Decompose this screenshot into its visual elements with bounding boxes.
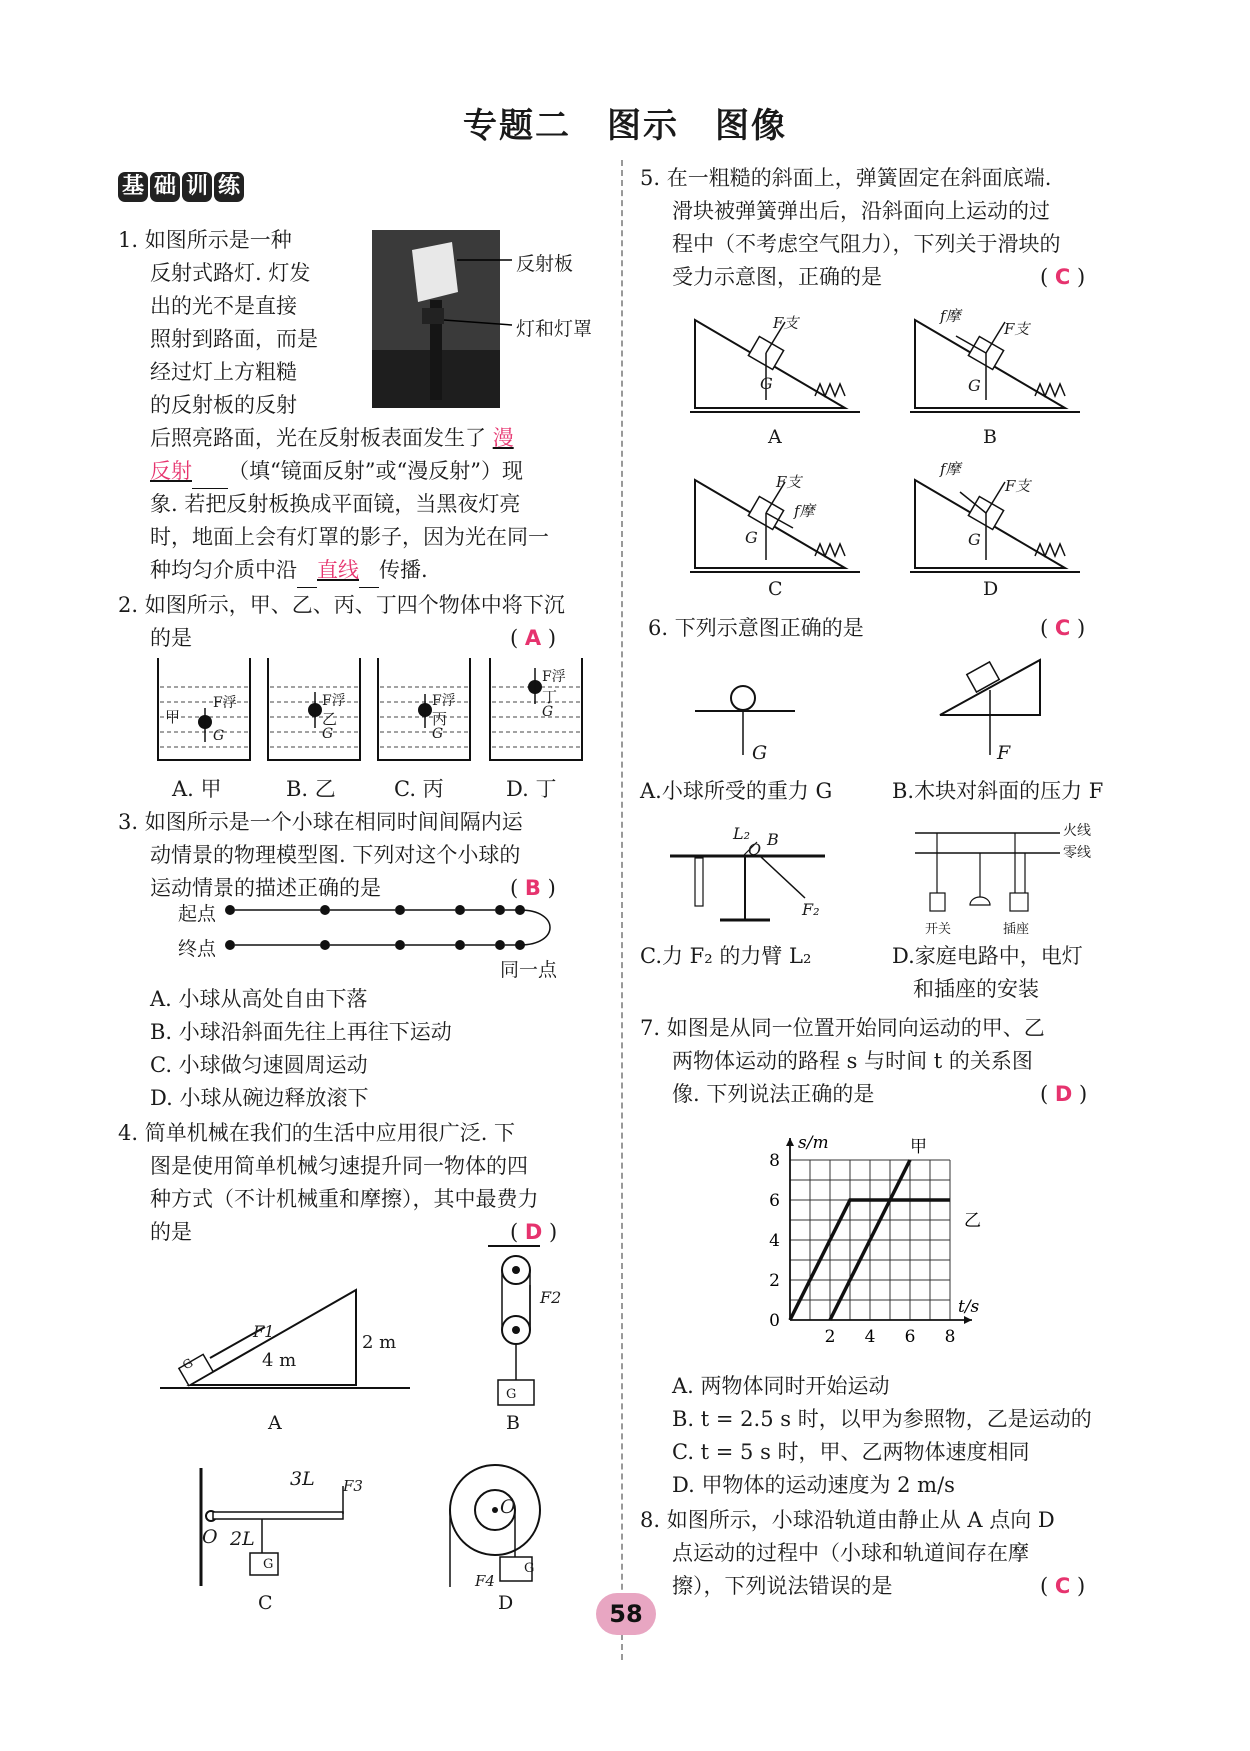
q7-option: B. t = 2.5 s 时，以甲为参照物，乙是运动的 bbox=[672, 1407, 1092, 1431]
weight-label: G bbox=[263, 1557, 274, 1572]
length-4m: 4 m bbox=[262, 1350, 297, 1371]
badge-char: 训 bbox=[182, 172, 212, 202]
series-label: 乙 bbox=[964, 1211, 981, 1231]
label-start: 起点 bbox=[178, 903, 217, 925]
q1-line: 后照亮路面，光在反射板表面发生了 漫 bbox=[150, 426, 514, 450]
weight-label: G bbox=[506, 1387, 517, 1402]
label-end: 终点 bbox=[178, 938, 217, 960]
force-label: F浮 bbox=[322, 693, 346, 709]
q4-answer-bracket: ( D ) bbox=[510, 1220, 558, 1244]
q8-line: 擦），下列说法错误的是 bbox=[672, 1574, 893, 1598]
q3-line: 动情景的物理模型图. 下列对这个小球的 bbox=[150, 843, 521, 867]
q3-answer: B bbox=[524, 876, 541, 900]
force-pressure: F bbox=[997, 742, 1011, 764]
x-axis-label: t/s bbox=[958, 1297, 980, 1317]
y-tick-label: 8 bbox=[769, 1151, 780, 1171]
force-support: F支 bbox=[1005, 477, 1031, 495]
label-socket: 插座 bbox=[1003, 922, 1030, 937]
q4-answer: D bbox=[524, 1220, 543, 1244]
q7-option: D. 甲物体的运动速度为 2 m/s bbox=[672, 1473, 955, 1497]
q3-option: D. 小球从碗边释放滚下 bbox=[150, 1086, 369, 1110]
length-2l: 2L bbox=[230, 1528, 255, 1550]
force-label: G bbox=[213, 728, 225, 744]
q1-line: 种均匀介质中沿 直线 传播. bbox=[150, 554, 428, 588]
q3-option: C. 小球做匀速圆周运动 bbox=[150, 1053, 368, 1077]
q1-answer-1a: 漫 bbox=[492, 426, 514, 450]
label-live-wire: 火线 bbox=[1063, 823, 1091, 839]
force-gravity: G bbox=[968, 376, 981, 395]
label-l2: L₂ bbox=[733, 824, 751, 843]
center-o: O bbox=[500, 1496, 516, 1518]
q6-option-a: A.小球所受的重力 G bbox=[640, 779, 833, 803]
force-label: G bbox=[542, 704, 554, 720]
x-tick-label: 2 bbox=[824, 1327, 836, 1347]
q7-answer: D bbox=[1054, 1082, 1073, 1106]
q3-line: 3. 如图所示是一个小球在相同时间间隔内运 bbox=[118, 810, 523, 834]
q8-answer-bracket: ( C ) bbox=[1040, 1574, 1086, 1598]
q1-line: 时，地面上会有灯罩的影子，因为光在同一 bbox=[150, 525, 549, 549]
q4-line: 图是使用简单机械匀速提升同一物体的四 bbox=[150, 1154, 528, 1178]
force-gravity: G bbox=[752, 742, 768, 764]
badge-char: 础 bbox=[150, 172, 180, 202]
q1-line: 1. 如图所示是一种 bbox=[118, 228, 292, 252]
q3-option: B. 小球沿斜面先往上再往下运动 bbox=[150, 1020, 452, 1044]
x-tick-label: 8 bbox=[944, 1327, 956, 1347]
block-slope-figure bbox=[935, 655, 1055, 775]
q1-line: 反射式路灯. 灯发 bbox=[150, 261, 311, 285]
badge-char: 练 bbox=[214, 172, 244, 202]
y-tick-label: 2 bbox=[769, 1271, 780, 1291]
q1-line: 的反射板的反射 bbox=[150, 393, 297, 417]
q2-option: C. 丙 bbox=[394, 777, 444, 801]
q7-answer-bracket: ( D ) bbox=[1040, 1082, 1088, 1106]
q5-answer-bracket: ( C ) bbox=[1040, 265, 1086, 289]
pivot-o: O bbox=[202, 1526, 218, 1548]
fig-label: A bbox=[268, 1412, 282, 1434]
q5-line: 滑块被弹簧弹出后，沿斜面向上运动的过 bbox=[672, 199, 1050, 223]
fig-label: C bbox=[258, 1592, 273, 1614]
force-f4: F4 bbox=[475, 1572, 495, 1590]
q1-line: 出的光不是直接 bbox=[150, 294, 297, 318]
pulley-figure-b bbox=[480, 1240, 560, 1415]
q3-line: 运动情景的描述正确的是 bbox=[150, 876, 381, 900]
object-label: 丙 bbox=[432, 710, 448, 728]
force-gravity: G bbox=[760, 374, 773, 393]
q3-option: A. 小球从高处自由下落 bbox=[150, 987, 368, 1011]
q6-option-d: D.家庭电路中，电灯 bbox=[892, 944, 1083, 968]
q2-option: A. 甲 bbox=[172, 777, 222, 801]
q5-line: 5. 在一粗糙的斜面上，弹簧固定在斜面底端. bbox=[640, 166, 1052, 190]
label-neutral-wire: 零线 bbox=[1063, 845, 1091, 861]
q5-line: 程中（不考虑空气阻力），下列关于滑块的 bbox=[672, 232, 1061, 256]
force-friction: f摩 bbox=[794, 502, 815, 520]
q7-line: 两物体运动的路程 s 与时间 t 的关系图 bbox=[672, 1049, 1033, 1073]
label-same-point: 同一点 bbox=[500, 959, 558, 981]
label-f2: F₂ bbox=[802, 900, 820, 919]
y-tick-label: 4 bbox=[769, 1231, 780, 1251]
label-lamp: 灯和灯罩 bbox=[516, 318, 593, 340]
badge-char: 基 bbox=[118, 172, 148, 202]
y-axis-label: s/m bbox=[798, 1133, 829, 1153]
q8-answer: C bbox=[1054, 1574, 1071, 1598]
q7-option: A. 两物体同时开始运动 bbox=[672, 1374, 890, 1398]
q6-option-c: C.力 F₂ 的力臂 L₂ bbox=[640, 944, 812, 968]
q7-option: C. t = 5 s 时，甲、乙两物体速度相同 bbox=[672, 1440, 1030, 1464]
q3-answer-bracket: ( B ) bbox=[510, 876, 556, 900]
section-badge bbox=[118, 172, 244, 202]
force-label: F浮 bbox=[542, 669, 566, 685]
force-gravity: G bbox=[745, 528, 758, 547]
force-friction: f摩 bbox=[940, 460, 961, 478]
q8-line: 8. 如图所示，小球沿轨道由静止从 A 点向 D bbox=[640, 1508, 1055, 1532]
q1-line: 照射到路面，而是 bbox=[150, 327, 318, 351]
y-axis-arrow bbox=[786, 1138, 794, 1146]
force-support: F支 bbox=[1004, 320, 1030, 338]
q2-line: 2. 如图所示，甲、乙、丙、丁四个物体中将下沉 bbox=[118, 593, 565, 617]
fig-label: A bbox=[768, 426, 782, 448]
label-o: O bbox=[748, 840, 762, 859]
object-label: 乙 bbox=[322, 710, 338, 728]
force-gravity: G bbox=[968, 530, 981, 549]
force-friction: f摩 bbox=[940, 307, 961, 325]
q4-line: 种方式（不计机械重和摩擦），其中最费力 bbox=[150, 1187, 539, 1211]
y-tick-label: 0 bbox=[769, 1311, 780, 1331]
q6-answer-bracket: ( C ) bbox=[1040, 616, 1086, 640]
force-support: F支 bbox=[773, 314, 799, 332]
q4-line: 的是 bbox=[150, 1220, 192, 1244]
beakers-figure bbox=[150, 652, 610, 772]
q2-line: 的是 bbox=[150, 626, 192, 650]
force-f3: F3 bbox=[343, 1477, 363, 1495]
q1-answer-2: 直线 bbox=[317, 558, 359, 582]
q5-line: 受力示意图，正确的是 bbox=[672, 265, 882, 289]
q1-line: 经过灯上方粗糙 bbox=[150, 360, 297, 384]
q5-answer: C bbox=[1054, 265, 1071, 289]
x-tick-label: 6 bbox=[904, 1327, 916, 1347]
q8-line: 点运动的过程中（小球和轨道间存在摩 bbox=[672, 1541, 1029, 1565]
object-label: 甲 bbox=[165, 708, 181, 726]
fig-label: D bbox=[983, 578, 999, 600]
wheel-axle-figure-d bbox=[445, 1462, 575, 1597]
s-t-chart bbox=[740, 1120, 1040, 1360]
length-2m: 2 m bbox=[362, 1332, 397, 1353]
q2-answer: A bbox=[524, 626, 542, 650]
q6-line: 6. 下列示意图正确的是 bbox=[648, 616, 864, 640]
page-title: 专题二 图示 图像 bbox=[463, 106, 787, 146]
q1-line: 象. 若把反射板换成平面镜，当黑夜灯亮 bbox=[150, 492, 521, 516]
x-axis-arrow bbox=[964, 1316, 972, 1324]
force-support: F支 bbox=[776, 473, 802, 491]
weight-label: G bbox=[180, 1355, 196, 1373]
q4-line: 4. 简单机械在我们的生活中应用很广泛. 下 bbox=[118, 1121, 516, 1145]
force-label: G bbox=[432, 726, 444, 742]
q6-option-b: B.木块对斜面的压力 F bbox=[892, 779, 1104, 803]
length-3l: 3L bbox=[290, 1468, 315, 1490]
label-reflector: 反射板 bbox=[516, 253, 574, 275]
series-label: 甲 bbox=[910, 1137, 927, 1157]
page-number: 58 bbox=[596, 1593, 656, 1635]
street-lamp-photo bbox=[372, 230, 632, 410]
q6-answer: C bbox=[1054, 616, 1071, 640]
label-b: B bbox=[767, 830, 779, 849]
weight-label: G bbox=[524, 1561, 535, 1576]
q2-answer-bracket: ( A ) bbox=[510, 626, 557, 650]
q7-line: 7. 如图是从同一位置开始同向运动的甲、乙 bbox=[640, 1016, 1045, 1040]
y-tick-label: 6 bbox=[769, 1191, 780, 1211]
fig-label: B bbox=[506, 1412, 520, 1434]
fig-label: C bbox=[768, 578, 783, 600]
force-f2: F2 bbox=[540, 1288, 562, 1307]
x-tick-label: 4 bbox=[864, 1327, 876, 1347]
q6-option-d-cont: 和插座的安装 bbox=[913, 977, 1039, 1001]
q1-line: 反射 （填“镜面反射”或“漫反射”）现 bbox=[150, 455, 523, 489]
q1-answer-1b: 反射 bbox=[150, 459, 192, 483]
force-label: F浮 bbox=[432, 693, 456, 709]
force-label: F浮 bbox=[213, 695, 237, 711]
fig-label: B bbox=[983, 426, 997, 448]
fig-label: D bbox=[498, 1592, 514, 1614]
force-f1: F1 bbox=[253, 1322, 275, 1341]
force-label: G bbox=[322, 726, 334, 742]
ball-gravity-figure bbox=[690, 680, 810, 760]
q7-line: 像. 下列说法正确的是 bbox=[672, 1082, 875, 1106]
label-switch: 开关 bbox=[925, 922, 952, 937]
object-label: 丁 bbox=[542, 688, 558, 706]
q2-option: D. 丁 bbox=[506, 777, 557, 801]
home-circuit-figure bbox=[910, 825, 1080, 925]
q2-option: B. 乙 bbox=[286, 777, 336, 801]
